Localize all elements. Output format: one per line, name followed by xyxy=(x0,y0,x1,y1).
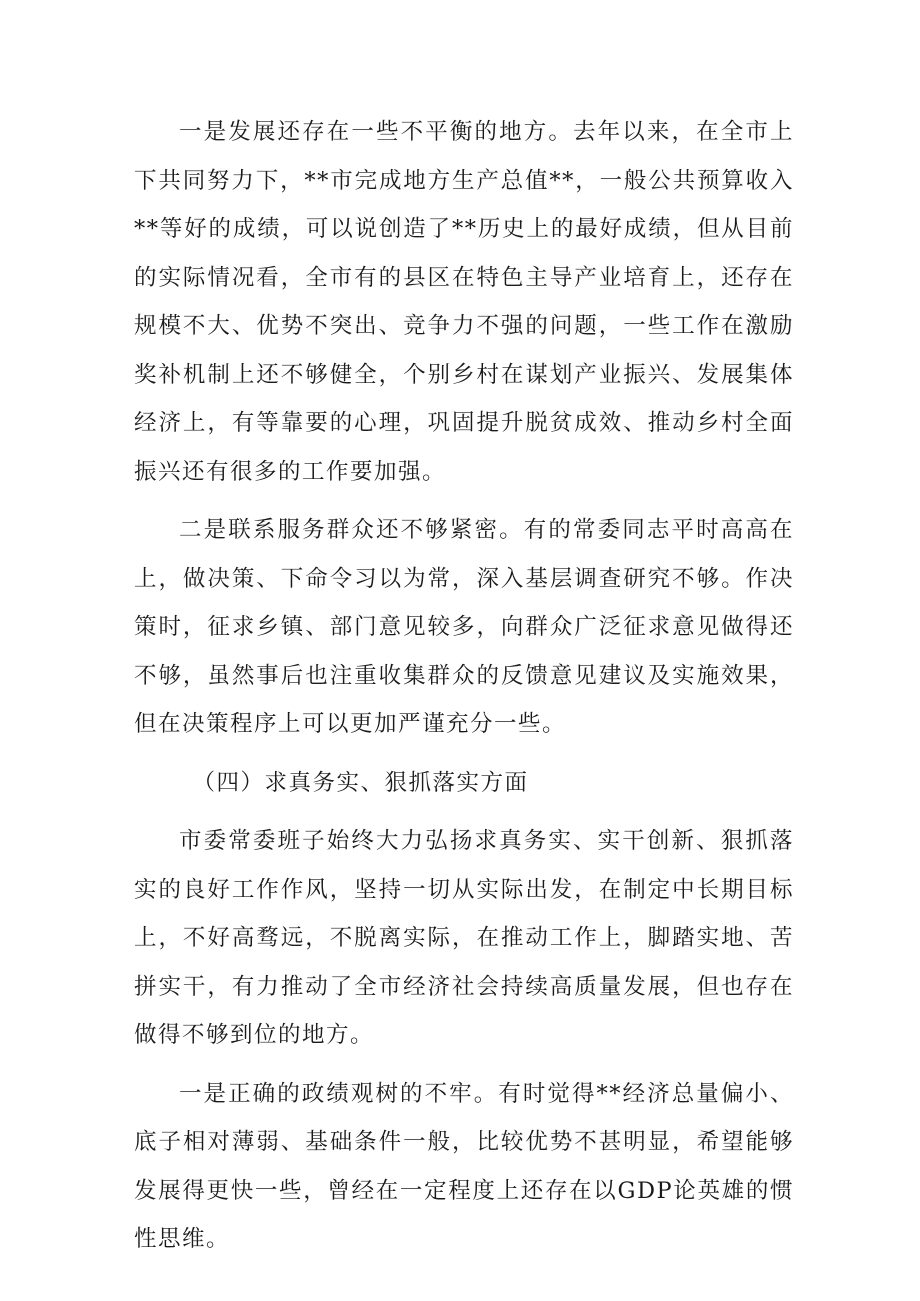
document-body xyxy=(134,108,794,1274)
paragraph-imbalance: 一是发展还存在一些不平衡的地方。去年以来，在全市上下共同努力下，**市完成地方生产总值**，一般公共预算收入**等好的成绩，可以说创造了**历史上的最好成绩，但从目前的实际情况看，全市有的县区在特色主导产业培育上，还存在规模不大、优势不突出、竞争力不强的问题，一些工作在激励奖补机制上还不够健全，个别乡村在谋划产业振兴、发展集体经济上，有等靠要的心理，巩固提升脱贫成效、推动乡村全面振兴还有很多的工作要加强。 xyxy=(134,119,794,485)
paragraph-work-style: 市委常委班子始终大力弘扬求真务实、实干创新、狠抓落实的良好工作作风，坚持一切从实际出发，在制定中长期目标上，不好高骛远，不脱离实际，在推动工作上，脚踏实地、苦拼实干，有力推动了全市经济社会持续高质量发展，但也存在做得不够到位的地方。 xyxy=(134,828,794,1048)
section-heading: （四）求真务实、狠抓落实方面 xyxy=(192,769,529,796)
paragraph-mass-contact: 二是联系服务群众还不够紧密。有的常委同志平时高高在上，做决策、下命令习以为常，深入基层调查研究不够。作决策时，征求乡镇、部门意见较多，向群众广泛征求意见做得还不够，虽然事后也注重收集群众的反馈意见建议及实施效果，但在决策程序上可以更加严谨充分一些。 xyxy=(134,517,794,737)
paragraph-performance-view: 一是正确的政绩观树的不牢。有时觉得**经济总量偏小、底子相对薄弱、基础条件一般，比较优势不甚明显，希望能够发展得更快一些，曾经在一定程度上还存在以GDP论英雄的惯性思维。 xyxy=(134,1080,794,1252)
